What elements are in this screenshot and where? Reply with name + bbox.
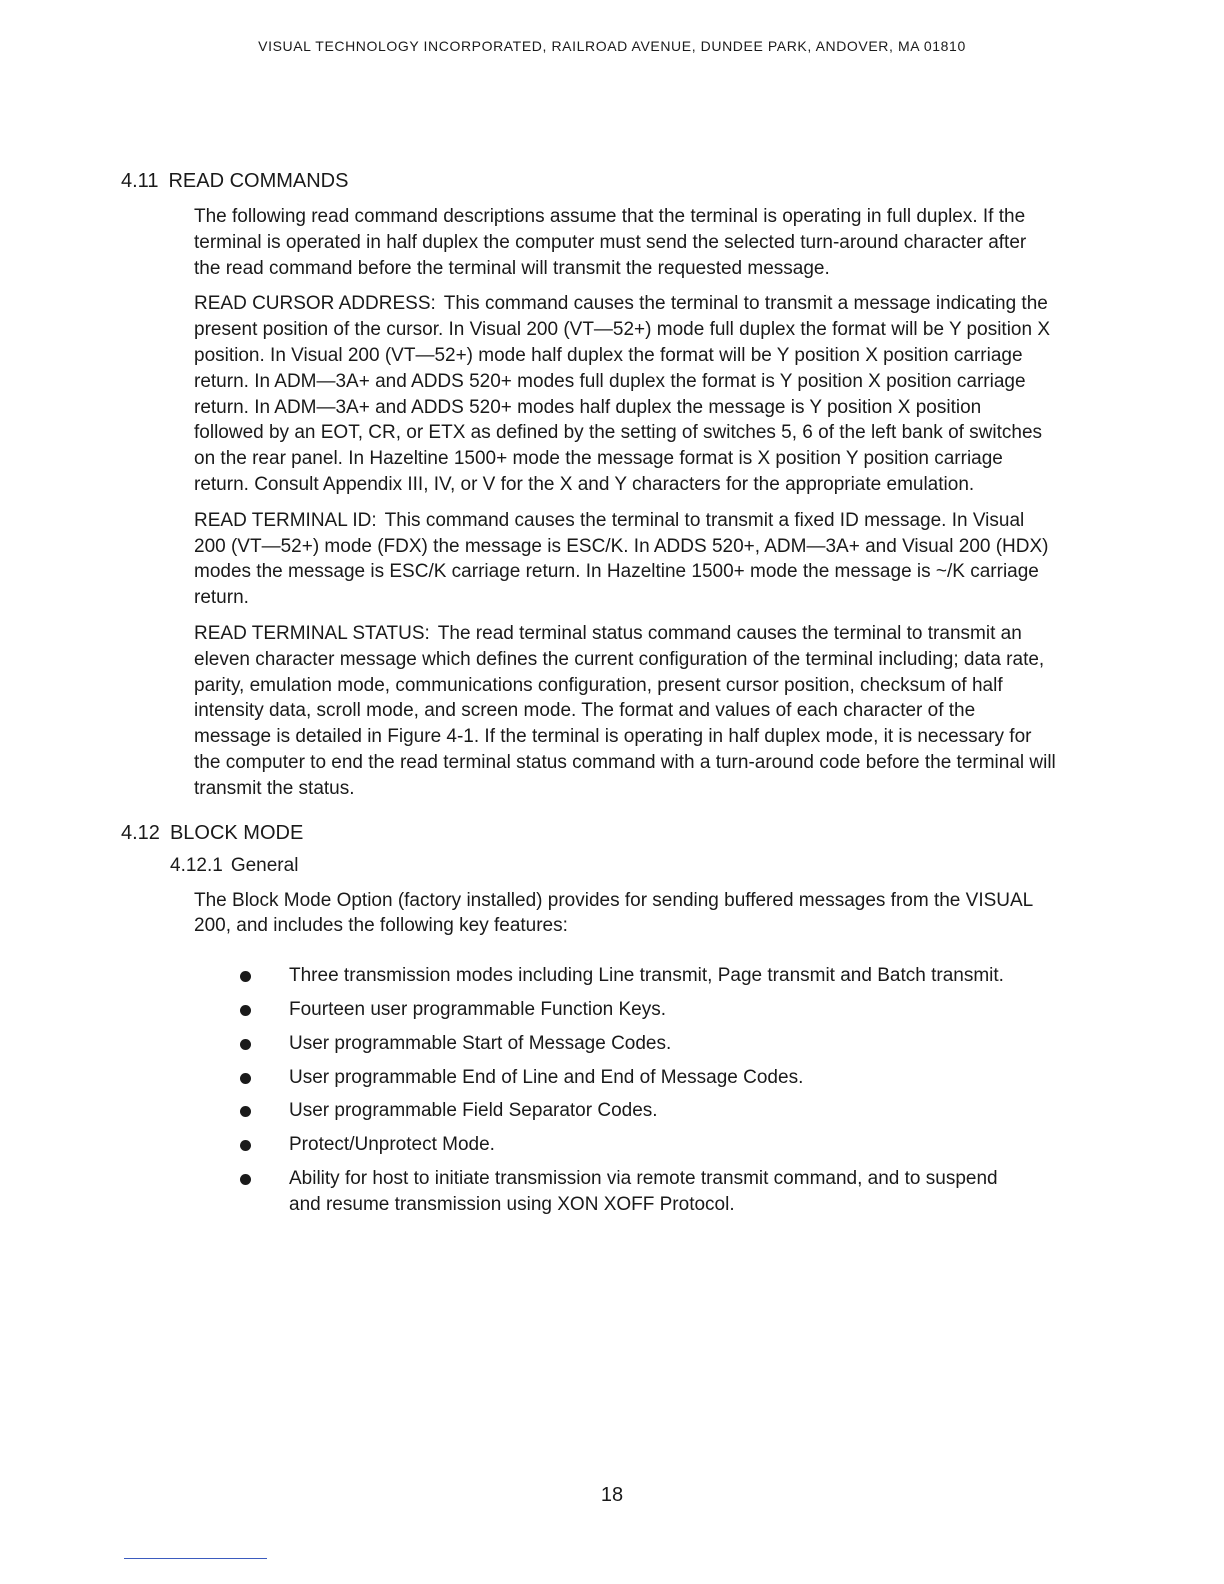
feature-text: Three transmission modes including Line transmit, Page transmit and Batch transmit. xyxy=(289,965,1004,987)
read-terminal-id-lead: READ TERMINAL ID: xyxy=(194,509,377,531)
feature-text: User programmable Start of Message Codes. xyxy=(289,1032,672,1054)
section-heading-4-11 xyxy=(0,170,1224,193)
bullet-icon xyxy=(240,971,251,982)
read-cursor-address-lead: READ CURSOR ADDRESS: xyxy=(194,293,436,315)
page-body xyxy=(0,170,1224,1226)
feature-text: Protect/Unprotect Mode. xyxy=(289,1134,495,1156)
subsection-title: General xyxy=(230,854,299,876)
section-heading-4-12 xyxy=(0,822,1224,845)
feature-text: User programmable End of Line and End of Message Codes. xyxy=(289,1066,804,1088)
read-cursor-address-text: This command causes the terminal to transmit a message indicating the present position of the cursor. In Visual 200 (VT—52+) mode full duplex the format will be Y position X position. In Visual 200 (VT—52+) mode half duplex the format will be Y position X position carriage return. In ADM—3A+ and ADDS 520+ modes full duplex the format is Y position X position carriage return. In ADM—3A+ and ADDS 520+ modes half duplex the message is Y position X position followed by an EOT, CR, or ETX as defined by the setting of switches 5, 6 of the left bank of switches on the rear panel. In Hazeltine 1500+ mode the message format is X position Y position carriage return. Consult Appendix III, IV, or V for the X and Y characters for the appropriate emulation. xyxy=(194,293,1051,495)
section-number: 4.12 xyxy=(121,821,160,844)
read-terminal-status-paragraph xyxy=(0,621,1056,802)
subsection-number: 4.12.1 xyxy=(170,854,223,876)
list-item xyxy=(0,1065,1014,1091)
section-number: 4.11 xyxy=(121,170,159,192)
page-number: 18 xyxy=(600,1484,624,1506)
read-terminal-id-paragraph xyxy=(0,508,1056,611)
feature-list xyxy=(0,963,1224,1217)
list-item xyxy=(0,1031,1014,1057)
block-mode-intro: The Block Mode Option (factory installed) provides for sending buffered messages from the VISUAL 200, and includes the following key features: xyxy=(194,889,1033,937)
list-item xyxy=(0,997,1014,1023)
page-header: VISUAL TECHNOLOGY INCORPORATED, RAILROAD AVENUE, DUNDEE PARK, ANDOVER, MA 01810 xyxy=(258,38,966,54)
bullet-icon xyxy=(240,1073,251,1084)
bullet-icon xyxy=(240,1039,251,1050)
feature-text: Ability for host to initiate transmission via remote transmit command, and to suspend and resume transmission using XON XOFF Protocol. xyxy=(289,1167,998,1215)
read-cursor-address-paragraph xyxy=(0,291,1056,497)
list-item xyxy=(0,963,1014,989)
list-item xyxy=(0,1166,1014,1218)
feature-text: User programmable Field Separator Codes. xyxy=(289,1100,658,1122)
subsection-heading-4-12-1 xyxy=(0,855,1224,877)
section-title: READ COMMANDS xyxy=(168,170,349,192)
read-terminal-status-text: The read terminal status command causes the terminal to transmit an eleven character message which defines the current configuration of the terminal including; data rate, parity, emulation mode, communications configuration, present cursor position, checksum of half intensity data, scroll mode, and screen mode. The format and values of each character of the message is detailed in Figure 4-1. If the terminal is operating in half duplex mode, it is necessary for the computer to end the read terminal status command with a turn-around code before the terminal will transmit the status. xyxy=(194,622,1056,799)
read-terminal-status-lead: READ TERMINAL STATUS: xyxy=(194,622,430,644)
bullet-icon xyxy=(240,1174,251,1185)
section-title: BLOCK MODE xyxy=(169,821,304,844)
bullet-icon xyxy=(240,1005,251,1016)
feature-text: Fourteen user programmable Function Keys. xyxy=(289,998,667,1020)
footer-divider xyxy=(124,1558,267,1559)
list-item xyxy=(0,1132,1014,1158)
read-terminal-id-text: This command causes the terminal to transmit a fixed ID message. In Visual 200 (VT—52+) mode (FDX) the message is ESC/K. In ADDS 520+, ADM—3A+ and Visual 200 (HDX) modes the message is ESC/K carriage return. In Hazeltine 1500+ mode the message is ~/K carriage return. xyxy=(194,509,1049,609)
bullet-icon xyxy=(240,1140,251,1151)
read-commands-intro: The following read command descriptions assume that the terminal is operating in full duplex. If the terminal is operated in half duplex the computer must send the selected turn-around character after the read command before the terminal will transmit the requested message. xyxy=(194,206,1027,279)
list-item xyxy=(0,1098,1014,1124)
bullet-icon xyxy=(240,1106,251,1117)
